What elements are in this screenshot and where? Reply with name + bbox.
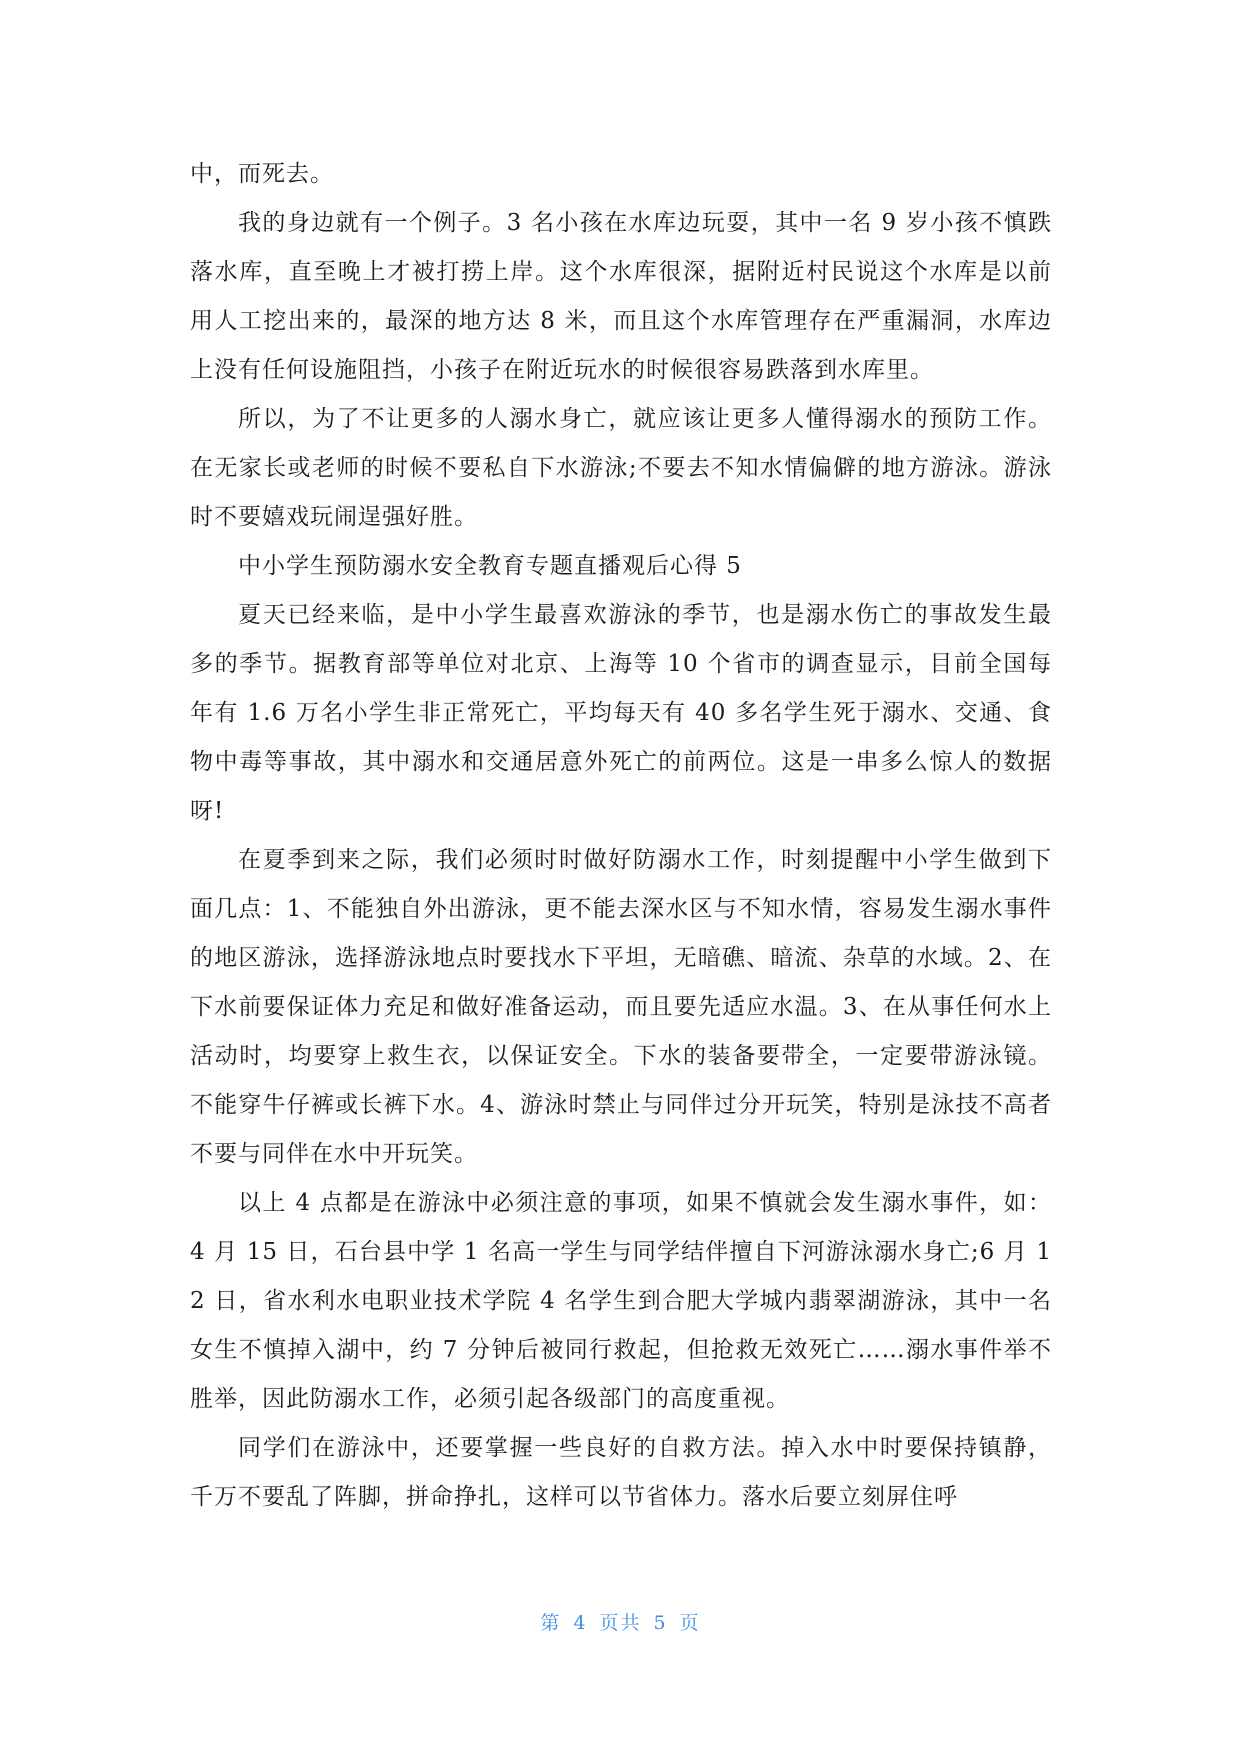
paragraph: 以上 4 点都是在游泳中必须注意的事项，如果不慎就会发生溺水事件，如：4 月 15 日，石台县中学 1 名高一学生与同学结伴擅自下河游泳溺水身亡;6 月 12 日，省水利水电职业技术学院 4 名学生到合肥大学城内翡翠湖游泳，其中一名女生不慎掉入湖中，约 7 分钟后被同行救起，但抢救无效死亡……溺水事件举不胜举，因此防溺水工作，必须引起各级部门的高度重视。	[190, 1190, 1052, 1412]
paragraph: 同学们在游泳中，还要掌握一些良好的自救方法。掉入水中时要保持镇静，千万不要乱了阵脚，拼命挣扎，这样可以节省体力。落水后要立刻屏住呼	[190, 1435, 1052, 1510]
paragraph: 我的身边就有一个例子。3 名小孩在水库边玩耍，其中一名 9 岁小孩不慎跌落水库，直至晚上才被打捞上岸。这个水库很深，据附近村民说这个水库是以前用人工挖出来的，最深的地方达 8 米，而且这个水库管理存在严重漏洞，水库边上没有任何设施阻挡，小孩子在附近玩水的时候很容易跌落到水库里。	[190, 210, 1052, 383]
page-label: 第	[540, 1612, 562, 1634]
page-footer	[0, 1608, 1241, 1635]
paragraph: 在夏季到来之际，我们必须时时做好防溺水工作，时刻提醒中小学生做到下面几点：1、不能独自外出游泳，更不能去深水区与不知水情，容易发生溺水事件的地区游泳，选择游泳地点时要找水下平坦，无暗礁、暗流、杂草的水域。2、在下水前要保证体力充足和做好准备运动，而且要先适应水温。3、在从事任何水上活动时，均要穿上救生衣，以保证安全。下水的装备要带全，一定要带游泳镜。不能穿牛仔裤或长裤下水。4、游泳时禁止与同伴过分开玩笑，特别是泳技不高者不要与同伴在水中开玩笑。	[190, 847, 1052, 1167]
current-page-number: 4	[573, 1612, 588, 1634]
total-pages-number: 5	[653, 1612, 668, 1634]
paragraph: 夏天已经来临，是中小学生最喜欢游泳的季节，也是溺水伤亡的事故发生最多的季节。据教育部等单位对北京、上海等 10 个省市的调查显示，目前全国每年有 1.6 万名小学生非正常死亡，平均每天有 40 多名学生死于溺水、交通、食物中毒等事故，其中溺水和交通居意外死亡的前两位。这是一串多么惊人的数据呀!	[190, 602, 1052, 824]
document-body	[190, 150, 1052, 1522]
page-end-label: 页	[679, 1612, 701, 1634]
page-of-label: 页共	[599, 1612, 642, 1634]
section-heading: 中小学生预防溺水安全教育专题直播观后心得 5	[238, 553, 742, 579]
paragraph: 中，而死去。	[190, 161, 334, 187]
paragraph: 所以，为了不让更多的人溺水身亡，就应该让更多人懂得溺水的预防工作。在无家长或老师的时候不要私自下水游泳;不要去不知水情偏僻的地方游泳。游泳时不要嬉戏玩闹逞强好胜。	[190, 406, 1052, 530]
